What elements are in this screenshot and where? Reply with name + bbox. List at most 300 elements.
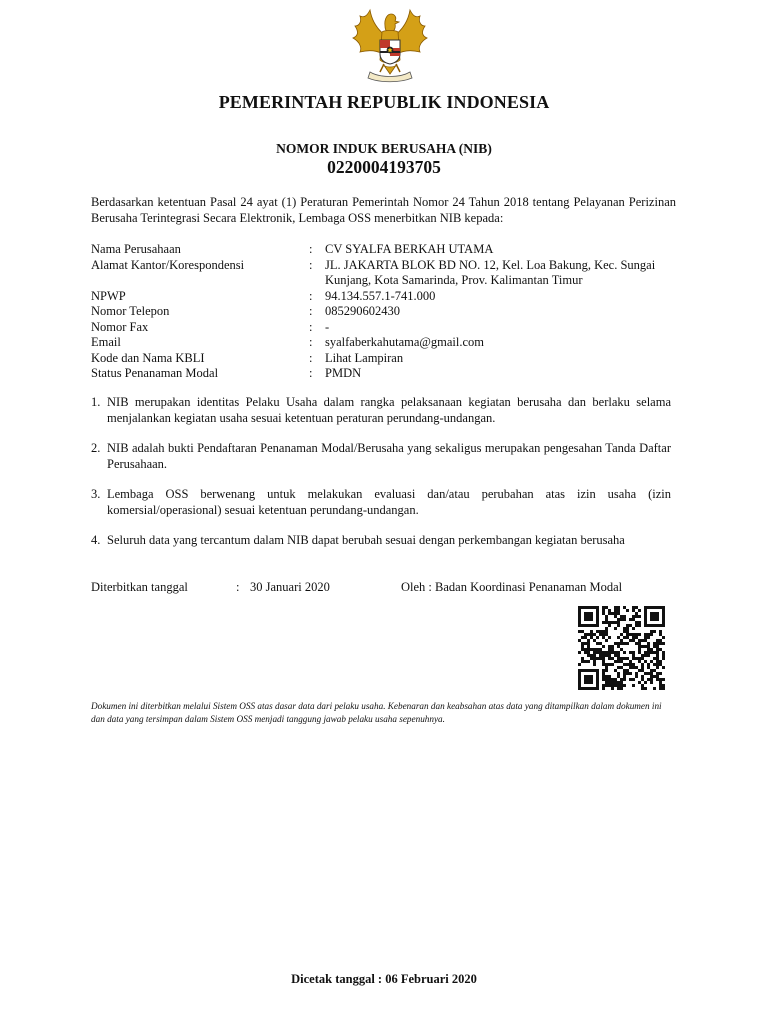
field-row-company-name <box>91 242 681 258</box>
qr-module <box>617 618 620 621</box>
qr-module <box>611 648 614 651</box>
qr-module <box>638 681 641 684</box>
qr-module <box>629 633 632 636</box>
qr-module <box>632 654 635 657</box>
qr-module <box>662 651 665 654</box>
qr-module <box>656 660 659 663</box>
qr-module <box>662 636 665 639</box>
qr-module <box>623 675 626 678</box>
qr-module <box>626 630 629 633</box>
qr-module <box>593 633 596 636</box>
qr-module <box>641 684 644 687</box>
qr-module <box>641 687 644 690</box>
qr-module <box>623 672 626 675</box>
qr-module <box>602 633 605 636</box>
qr-module <box>611 612 614 615</box>
qr-module <box>656 648 659 651</box>
qr-module <box>617 687 620 690</box>
qr-module <box>650 660 653 663</box>
qr-module <box>578 663 581 666</box>
field-colon: : <box>309 242 313 256</box>
qr-module <box>653 657 656 660</box>
qr-module <box>662 684 665 687</box>
qr-module <box>650 669 653 672</box>
note-text: Lembaga OSS berwenang untuk melakukan evaluasi dan/atau perubahan atas izin usaha (izin komersial/operasional) sesuai ketentuan perundang-undangan. <box>107 487 671 517</box>
qr-module <box>620 657 623 660</box>
qr-module <box>632 651 635 654</box>
field-value: 085290602430 <box>325 304 400 318</box>
qr-module <box>662 642 665 645</box>
qr-module <box>623 636 626 639</box>
qr-module <box>632 627 635 630</box>
qr-module <box>617 606 620 609</box>
qr-module <box>647 648 650 651</box>
qr-module <box>644 651 647 654</box>
qr-module <box>632 618 635 621</box>
qr-module <box>605 669 608 672</box>
qr-module <box>617 672 620 675</box>
qr-module <box>608 663 611 666</box>
note-number: 4. <box>91 533 101 547</box>
qr-module <box>620 678 623 681</box>
qr-module <box>650 678 653 681</box>
qr-module <box>647 633 650 636</box>
qr-module <box>602 651 605 654</box>
qr-module <box>602 687 605 690</box>
qr-module <box>641 639 644 642</box>
qr-module <box>581 660 584 663</box>
qr-module <box>605 627 608 630</box>
qr-module <box>587 633 590 636</box>
qr-module <box>593 660 596 663</box>
qr-module <box>638 645 641 648</box>
qr-module <box>629 678 632 681</box>
qr-module <box>656 654 659 657</box>
field-row-investment-status <box>91 366 681 382</box>
qr-module <box>623 606 626 609</box>
qr-module <box>608 621 611 624</box>
qr-module <box>614 642 617 645</box>
qr-module <box>608 684 611 687</box>
government-title: PEMERINTAH REPUBLIK INDONESIA <box>218 92 550 112</box>
qr-module <box>662 657 665 660</box>
field-label: Email <box>91 335 121 349</box>
qr-module <box>590 657 593 660</box>
qr-module <box>590 654 593 657</box>
qr-module <box>635 657 638 660</box>
qr-module <box>602 621 605 624</box>
qr-module <box>635 672 638 675</box>
qr-module <box>656 672 659 675</box>
qr-module <box>608 654 611 657</box>
qr-module <box>638 657 641 660</box>
qr-module <box>662 654 665 657</box>
qr-module <box>626 624 629 627</box>
qr-module <box>650 675 653 678</box>
nib-number: 0220004193705 <box>327 157 441 177</box>
qr-module <box>602 630 605 633</box>
qr-module <box>623 651 626 654</box>
qr-module <box>641 654 644 657</box>
qr-module <box>614 678 617 681</box>
qr-module <box>647 642 650 645</box>
field-colon: : <box>309 366 313 380</box>
qr-module <box>584 633 587 636</box>
qr-module <box>602 660 605 663</box>
qr-module <box>638 651 641 654</box>
qr-module <box>611 657 614 660</box>
qr-module <box>605 621 608 624</box>
qr-module <box>584 636 587 639</box>
qr-module <box>656 657 659 660</box>
qr-module <box>653 630 656 633</box>
qr-module <box>632 609 635 612</box>
qr-module <box>629 663 632 666</box>
qr-module <box>632 678 635 681</box>
qr-module <box>635 624 638 627</box>
qr-module <box>584 648 587 651</box>
qr-module <box>620 639 623 642</box>
note-item <box>91 532 671 548</box>
qr-module <box>647 663 650 666</box>
qr-module <box>608 609 611 612</box>
qr-module <box>617 645 620 648</box>
qr-module <box>614 621 617 624</box>
qr-module <box>635 633 638 636</box>
qr-module <box>605 675 608 678</box>
qr-module <box>644 633 647 636</box>
qr-module <box>638 660 641 663</box>
qr-module <box>614 654 617 657</box>
qr-module <box>602 657 605 660</box>
qr-module <box>623 663 626 666</box>
qr-module <box>641 678 644 681</box>
qr-module <box>617 636 620 639</box>
qr-module <box>644 654 647 657</box>
qr-module <box>596 630 599 633</box>
qr-module <box>605 654 608 657</box>
qr-module <box>626 609 629 612</box>
qr-module <box>659 681 662 684</box>
qr-module <box>596 648 599 651</box>
field-label: Nomor Telepon <box>91 304 170 318</box>
qr-module <box>608 624 611 627</box>
qr-module <box>599 657 602 660</box>
qr-module <box>611 621 614 624</box>
qr-module <box>638 621 641 624</box>
qr-module <box>638 633 641 636</box>
qr-module <box>602 684 605 687</box>
qr-module <box>623 669 626 672</box>
qr-module <box>587 660 590 663</box>
qr-module <box>614 684 617 687</box>
qr-module <box>659 687 662 690</box>
qr-module <box>617 609 620 612</box>
qr-module <box>617 642 620 645</box>
qr-module <box>650 648 653 651</box>
qr-module <box>644 636 647 639</box>
qr-module <box>593 651 596 654</box>
qr-module <box>611 651 614 654</box>
field-label: Kode dan Nama KBLI <box>91 350 205 365</box>
issued-date-colon: : <box>236 580 240 594</box>
qr-module <box>623 678 626 681</box>
qr-module <box>638 669 641 672</box>
field-value: JL. JAKARTA BLOK BD NO. 12, Kel. Loa Bakung, Kec. Sungai Kunjang, Kota Samarinda, Prov. Kalimantan Timur <box>325 257 656 287</box>
qr-module <box>623 684 626 687</box>
qr-module <box>659 672 662 675</box>
qr-module <box>611 678 614 681</box>
qr-module <box>605 618 608 621</box>
qr-module <box>662 687 665 690</box>
qr-module <box>632 615 635 618</box>
qr-module <box>605 678 608 681</box>
qr-module <box>596 636 599 639</box>
qr-module <box>641 663 644 666</box>
qr-module <box>590 648 593 651</box>
qr-module <box>590 636 593 639</box>
note-number: 2. <box>91 441 101 455</box>
qr-module <box>602 654 605 657</box>
qr-module <box>596 657 599 660</box>
qr-module <box>608 651 611 654</box>
qr-module <box>590 630 593 633</box>
qr-module <box>614 681 617 684</box>
qr-module <box>608 675 611 678</box>
qr-module <box>611 684 614 687</box>
qr-module <box>617 654 620 657</box>
field-value: PMDN <box>325 366 362 380</box>
qr-module <box>599 651 602 654</box>
qr-module <box>647 645 650 648</box>
qr-module <box>614 627 617 630</box>
field-value: - <box>325 319 330 334</box>
qr-module <box>629 660 632 663</box>
qr-module <box>629 651 632 654</box>
field-value: 94.134.557.1-741.000 <box>325 288 436 303</box>
qr-module <box>587 645 590 648</box>
qr-module <box>605 615 608 618</box>
qr-module <box>599 630 602 633</box>
qr-module <box>653 669 656 672</box>
qr-module <box>608 678 611 681</box>
field-row-address <box>91 258 681 289</box>
issued-date-label: Diterbitkan tanggal <box>91 580 188 594</box>
printed-date: Dicetak tanggal : 06 Februari 2020 <box>291 972 477 986</box>
qr-module <box>614 606 617 609</box>
qr-module <box>581 630 584 633</box>
qr-module <box>629 666 632 669</box>
qr-module <box>632 606 635 609</box>
qr-module <box>581 657 584 660</box>
qr-module <box>617 666 620 669</box>
qr-module <box>650 633 653 636</box>
qr-module <box>626 633 629 636</box>
qr-module <box>641 657 644 660</box>
qr-module <box>656 666 659 669</box>
qr-module <box>611 663 614 666</box>
qr-module <box>623 657 626 660</box>
qr-module <box>626 642 629 645</box>
qr-module <box>620 615 623 618</box>
qr-module <box>635 621 638 624</box>
qr-module <box>611 687 614 690</box>
qr-module <box>629 618 632 621</box>
qr-module <box>659 630 662 633</box>
qr-module <box>635 615 638 618</box>
qr-module <box>635 675 638 678</box>
qr-module <box>659 648 662 651</box>
qr-module <box>632 639 635 642</box>
intro-paragraph: Berdasarkan ketentuan Pasal 24 ayat (1) Peraturan Pemerintah Nomor 24 Tahun 2018 tentang Pelayanan Perizinan Berusaha Terintegrasi Secara Elektronik, Lembaga OSS menerbitkan NIB kepada: <box>91 195 676 225</box>
qr-code-icon <box>578 606 665 690</box>
qr-module <box>620 633 623 636</box>
qr-module <box>656 678 659 681</box>
qr-module <box>608 645 611 648</box>
qr-module <box>656 642 659 645</box>
qr-module <box>632 666 635 669</box>
qr-module <box>608 648 611 651</box>
qr-module <box>647 651 650 654</box>
qr-module <box>596 642 599 645</box>
qr-module <box>617 624 620 627</box>
field-colon: : <box>309 304 313 318</box>
field-label: Nama Perusahaan <box>91 242 181 256</box>
qr-module <box>581 636 584 639</box>
qr-module <box>650 630 653 633</box>
qr-module <box>584 642 587 645</box>
qr-module <box>599 642 602 645</box>
qr-module <box>602 636 605 639</box>
qr-module <box>656 651 659 654</box>
field-row-npwp <box>91 289 681 305</box>
qr-module <box>593 639 596 642</box>
qr-module <box>626 672 629 675</box>
qr-module <box>662 678 665 681</box>
nib-label: NOMOR INDUK BERUSAHA (NIB) <box>276 141 492 156</box>
qr-module <box>617 657 620 660</box>
issued-date-value: 30 Januari 2020 <box>250 580 330 594</box>
qr-module <box>641 675 644 678</box>
qr-module <box>653 663 656 666</box>
qr-module <box>635 666 638 669</box>
qr-module <box>587 648 590 651</box>
qr-module <box>635 636 638 639</box>
qr-module <box>617 660 620 663</box>
note-number: 3. <box>91 487 101 501</box>
qr-module <box>659 660 662 663</box>
qr-module <box>623 642 626 645</box>
qr-module <box>584 660 587 663</box>
qr-module <box>629 672 632 675</box>
qr-module <box>626 636 629 639</box>
qr-module <box>647 672 650 675</box>
qr-module <box>653 651 656 654</box>
qr-module <box>599 654 602 657</box>
qr-module <box>578 630 581 633</box>
qr-module <box>602 645 605 648</box>
qr-module <box>617 681 620 684</box>
qr-module <box>644 639 647 642</box>
qr-module <box>638 609 641 612</box>
field-label: NPWP <box>91 288 126 303</box>
qr-module <box>644 660 647 663</box>
field-colon: : <box>309 319 313 334</box>
qr-module <box>653 645 656 648</box>
field-value: CV SYALFA BERKAH UTAMA <box>325 242 494 256</box>
qr-module <box>587 651 590 654</box>
qr-module <box>635 642 638 645</box>
qr-module <box>608 681 611 684</box>
field-colon: : <box>309 350 313 365</box>
qr-module <box>638 648 641 651</box>
qr-module <box>614 651 617 654</box>
qr-module <box>620 666 623 669</box>
qr-module <box>602 675 605 678</box>
qr-module <box>593 663 596 666</box>
qr-module <box>641 645 644 648</box>
qr-module <box>587 642 590 645</box>
qr-module <box>656 645 659 648</box>
note-item <box>91 440 671 472</box>
qr-module <box>632 663 635 666</box>
field-colon: : <box>309 257 313 272</box>
field-label: Alamat Kantor/Korespondensi <box>91 257 245 272</box>
qr-module <box>626 663 629 666</box>
field-row-email <box>91 335 681 351</box>
qr-module <box>620 642 623 645</box>
qr-module <box>659 663 662 666</box>
qr-module <box>647 666 650 669</box>
qr-module <box>623 615 626 618</box>
qr-module <box>602 669 605 672</box>
qr-module <box>593 648 596 651</box>
qr-module <box>632 684 635 687</box>
qr-module <box>578 651 581 654</box>
qr-module <box>659 684 662 687</box>
qr-module <box>587 654 590 657</box>
qr-module <box>605 639 608 642</box>
qr-module <box>608 657 611 660</box>
field-label: Nomor Fax <box>91 319 149 334</box>
qr-module <box>578 639 581 642</box>
qr-module <box>659 642 662 645</box>
qr-module <box>620 660 623 663</box>
qr-module <box>641 666 644 669</box>
qr-module <box>620 618 623 621</box>
company-details <box>91 242 681 382</box>
qr-module <box>617 651 620 654</box>
field-row-fax <box>91 320 681 336</box>
qr-module <box>614 612 617 615</box>
field-value: Lihat Lampiran <box>325 350 404 365</box>
qr-module <box>647 678 650 681</box>
qr-module <box>599 633 602 636</box>
qr-module <box>617 684 620 687</box>
qr-module <box>644 645 647 648</box>
field-colon: : <box>309 288 313 303</box>
qr-module <box>581 645 584 648</box>
qr-module <box>623 630 626 633</box>
qr-module <box>626 669 629 672</box>
disclaimer-text: Dokumen ini diterbitkan melalui Sistem OSS atas dasar data dari pelaku usaha. Kebenaran dan keabsahan atas data yang ditampilkan dalam dokumen ini dan data yang tersimpan dalam Sistem OSS menjadi tanggung jawab pelaku usaha sepenuhnya. <box>91 701 662 724</box>
qr-module <box>656 663 659 666</box>
field-colon: : <box>309 335 313 349</box>
field-row-phone <box>91 304 681 320</box>
qr-module <box>581 642 584 645</box>
qr-module <box>647 654 650 657</box>
qr-module <box>644 681 647 684</box>
